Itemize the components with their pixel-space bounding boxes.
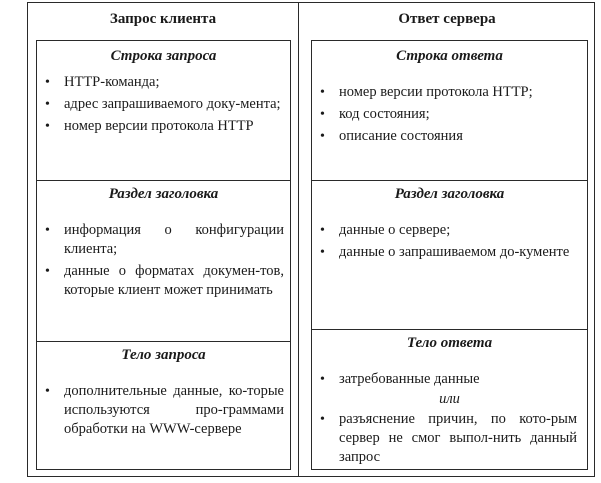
list-item: • разъяснение причин, по кото-рым сервер не смог выпол-нить данный запрос xyxy=(312,410,577,467)
client-header-title: Раздел заголовка xyxy=(108,186,219,202)
or-separator: или xyxy=(439,391,460,407)
server-header-list xyxy=(312,221,587,262)
list-item: • HTTP-команда; xyxy=(37,73,284,92)
column-divider xyxy=(298,2,299,477)
request-body-box xyxy=(36,341,291,470)
request-body-list xyxy=(37,382,290,439)
server-header-box xyxy=(311,180,588,330)
response-body-list xyxy=(312,370,587,389)
server-header-title: Раздел заголовка xyxy=(394,186,505,202)
client-header-list xyxy=(37,221,290,300)
list-item: • информация о конфигурации клиента; xyxy=(37,221,284,259)
list-item: • номер версии протокола HTTP; xyxy=(312,83,577,102)
list-item: • номер версии протокола HTTP xyxy=(37,117,284,136)
list-item: • данные о запрашиваемом до-кументе xyxy=(312,243,577,262)
list-item: • данные о сервере; xyxy=(312,221,577,240)
server-column-title: Ответ сервера xyxy=(398,11,496,27)
client-header-box xyxy=(36,180,291,342)
list-item: • код состояния; xyxy=(312,105,577,124)
response-body-list-alt xyxy=(312,410,587,467)
status-line-list xyxy=(312,83,587,146)
response-body-box xyxy=(311,329,588,470)
list-item: • адрес запрашиваемого доку-мента; xyxy=(37,95,284,114)
status-line-box xyxy=(311,40,588,181)
request-line-list xyxy=(37,73,290,136)
status-line-title: Строка ответа xyxy=(396,48,503,64)
list-item: • описание состояния xyxy=(312,127,577,146)
request-body-title: Тело запроса xyxy=(121,347,206,363)
list-item: • затребованные данные xyxy=(312,370,577,389)
request-line-title: Строка запроса xyxy=(110,48,217,64)
list-item: • данные о форматах докумен-тов, которые клиент может принимать xyxy=(37,262,284,300)
list-item: • дополнительные данные, ко-торые используются про-граммами обработки на WWW-сервере xyxy=(37,382,284,439)
request-line-box xyxy=(36,40,291,181)
client-column-title: Запрос клиента xyxy=(109,11,217,27)
response-body-title: Тело ответа xyxy=(406,335,493,351)
